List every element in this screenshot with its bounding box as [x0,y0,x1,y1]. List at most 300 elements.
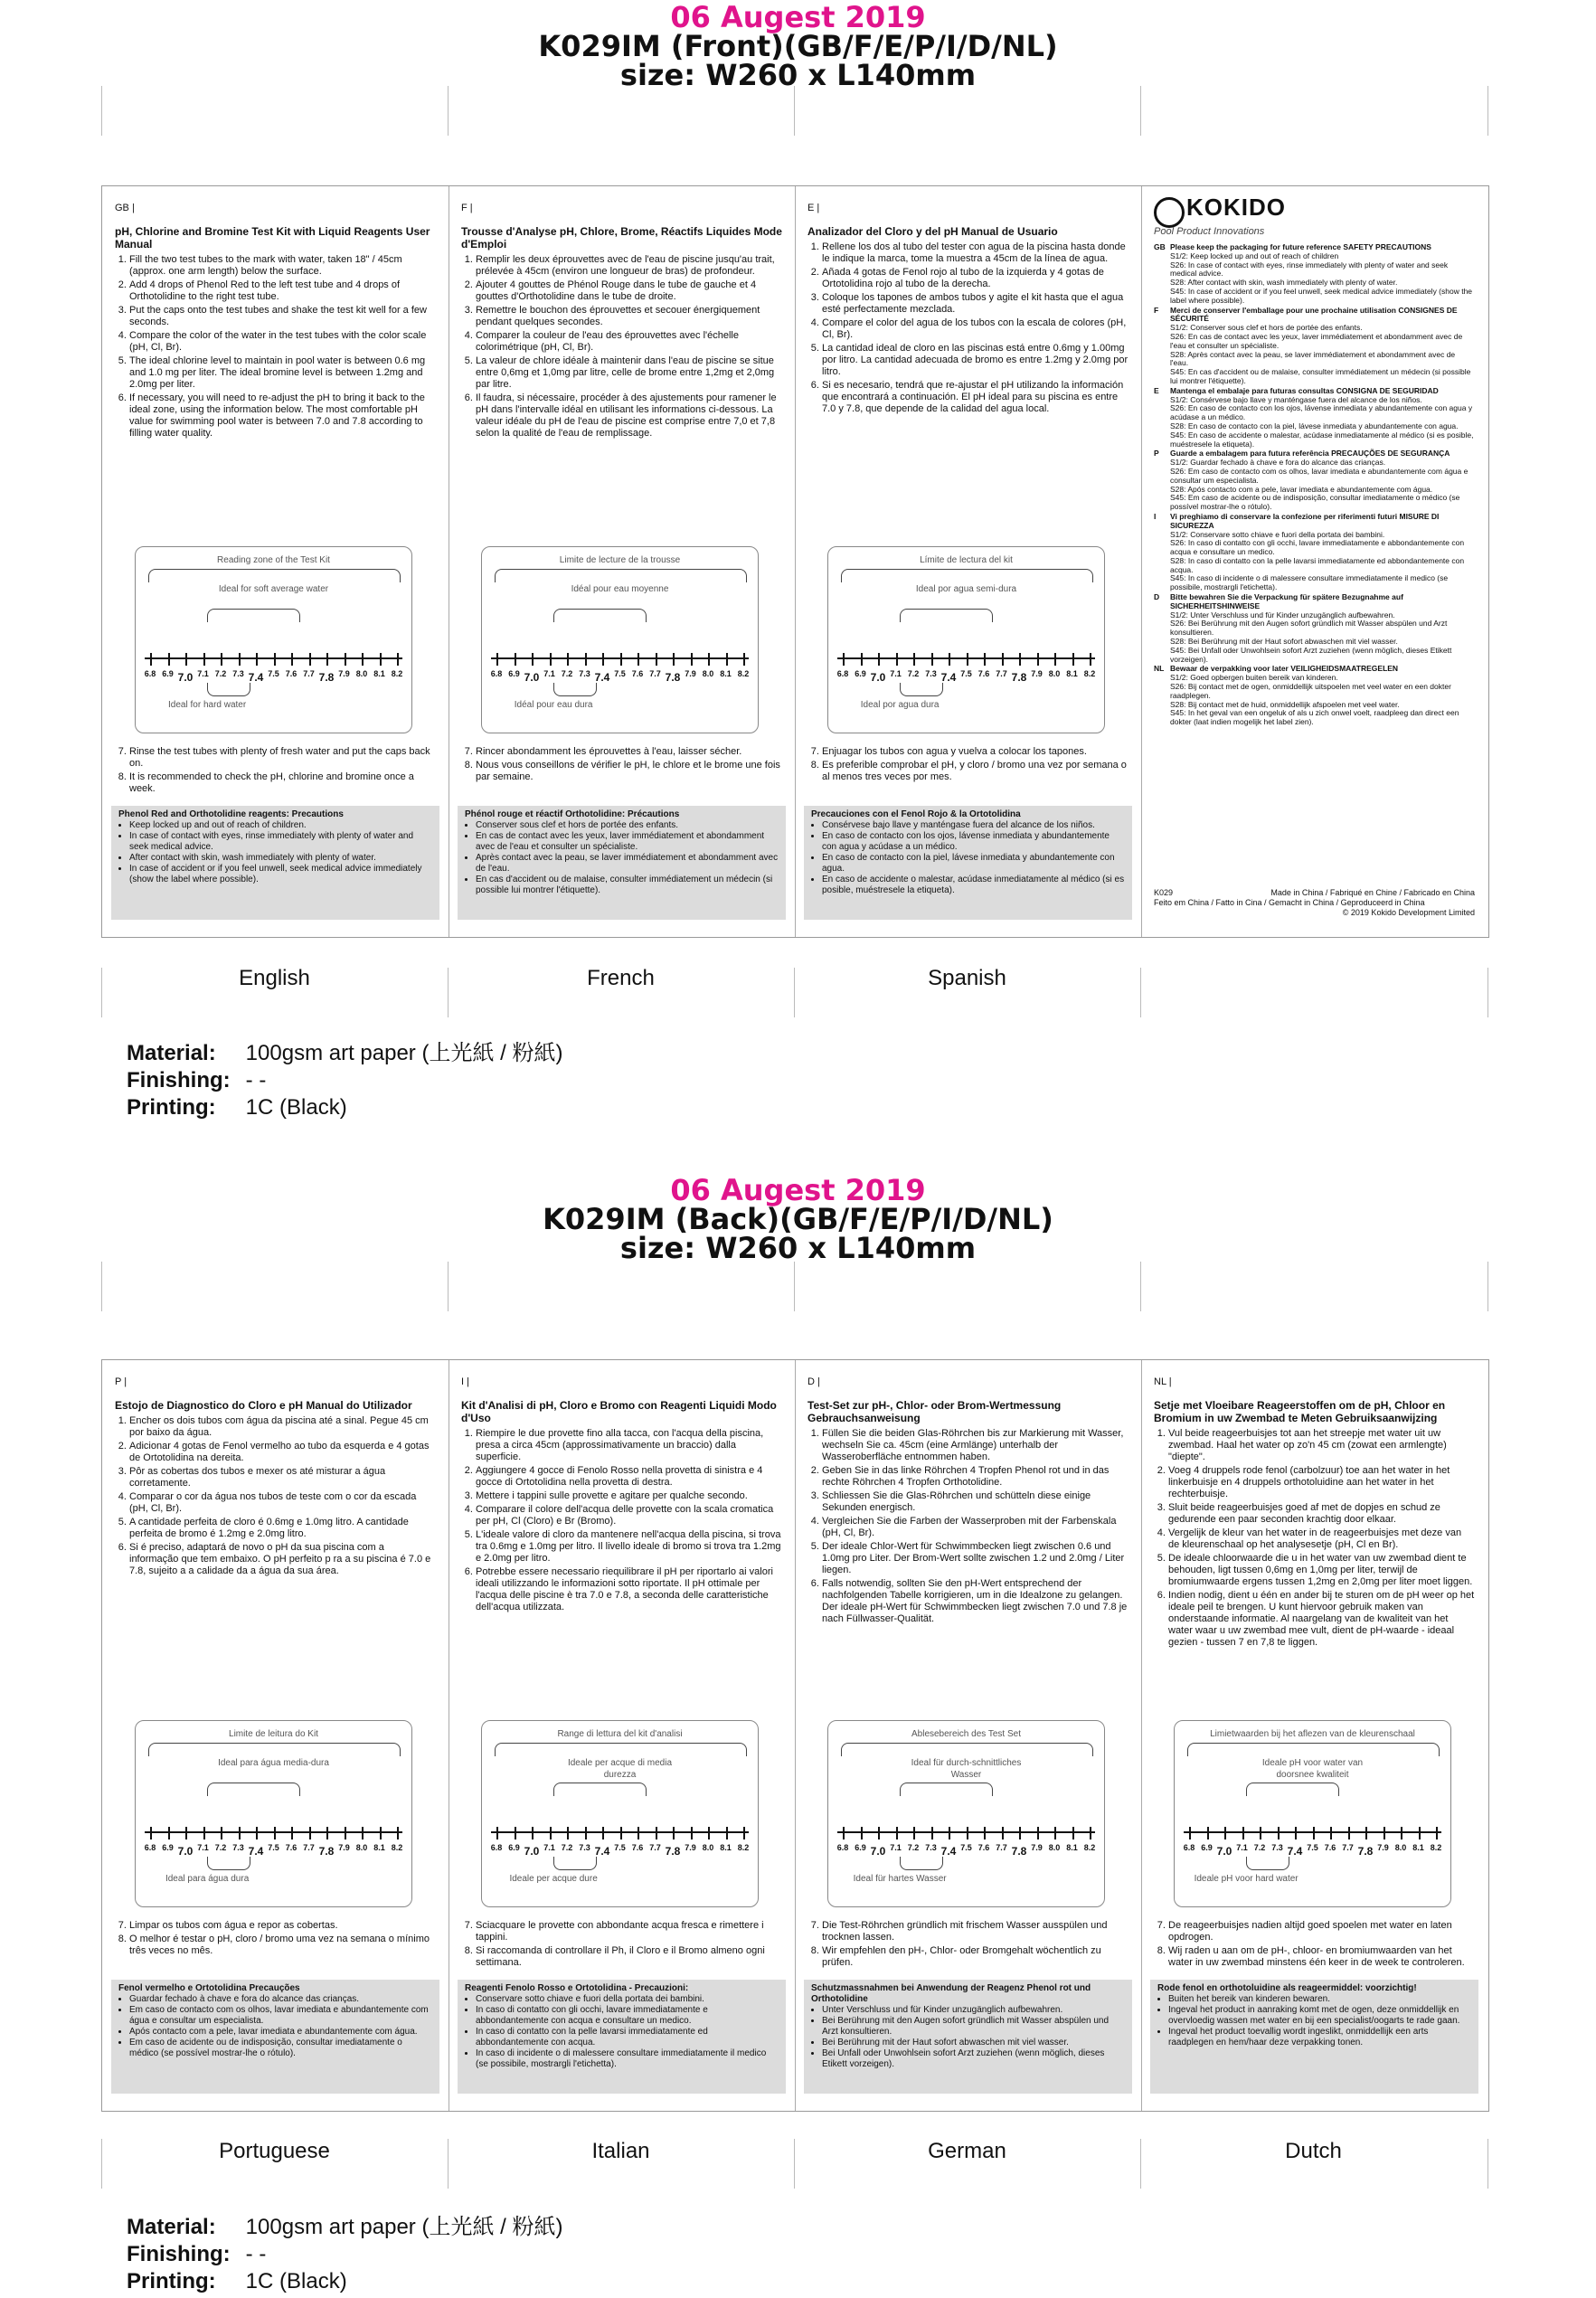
ph-scale-tick [1330,1827,1332,1839]
ideal-soft-water-brace [207,609,300,622]
language-label-0: Portuguese [219,2139,330,2163]
precautions-list [811,820,1125,896]
precautions-title: Reagenti Fenolo Rosso e Ortotolidina - Precauzioni: [465,1983,689,1993]
instruction-steps [461,1428,782,1613]
ph-scale-tick [345,1827,346,1839]
ph-scale-label: 6.9 [855,1843,866,1852]
ph-scale-label: 7.8 [665,671,681,684]
ph-scale-label: 7.4 [1287,1845,1303,1858]
ph-scale-label: 7.2 [561,669,573,678]
ph-scale-label: 6.8 [490,1843,503,1852]
instruction-step: 6. If necessary, you will need to re-adjust the pH to bring it back to the ideal zone, using the information below. The most comfortable pH value for swimming pool water is between 7.0 and 7.8 according to filling water quality. [129,392,436,440]
precaution-item: • Keep locked up and out of reach of children. [129,820,432,831]
safety-line: S1/2: Keep locked up and out of reach of children [1170,251,1339,260]
safety-section [1154,387,1475,449]
ph-scale-tick [380,1827,382,1839]
cut-mark [1140,1262,1141,1311]
ph-scale-tick [274,1827,276,1839]
language-code: NL | [1154,1376,1172,1387]
ph-scale-label: 7.4 [248,1845,264,1858]
safety-line: S26: In case of contact with eyes, rinse immediately with plenty of water and seek medical advice. [1170,260,1449,279]
ph-scale-label: 8.2 [391,669,403,678]
safety-line: S45: En caso de accidente o malestar, acúdase inmediatamente al médico (si es posible, muéstresele la etiqueta). [1170,430,1474,449]
instruction-step: 4. Comparer la couleur de l'eau des éprouvettes avec l'échelle colorimétrique (pH, Cl, Br). [476,330,782,354]
material-value: 100gsm art paper (上光紙 / 粉紙) [245,2215,563,2239]
precautions-list [118,820,432,885]
language-label-1: Italian [591,2139,650,2163]
safety-line: S26: Em caso de contacto com os olhos, lavar imediata e abundantemente com água e consultar um especialista. [1170,466,1469,485]
ph-scale-tick [637,653,639,666]
instruction-step: 3. Schliessen Sie die Glas-Röhrchen und schütteln diese einige Sekunden energisch. [822,1490,1129,1514]
ph-scale-label: 8.0 [355,1843,368,1852]
ph-scale-tick [620,653,622,666]
ideal-hard-water-brace [207,1857,250,1870]
instruction-step: 5. La cantidad ideal de cloro en las piscinas está entre 0.6mg y 1.00mg por litro. La cantidad adecuada de bromo es entre 1.2mg y 2.0mg por litro. [822,343,1129,378]
instruction-step: 3. Pôr as cobertas dos tubos e mexer os até misturar a água corretamente. [129,1466,436,1489]
instruction-step: 5. The ideal chlorine level to maintain in pool water is between 0.6 mg and 1.0 mg per liter. The ideal bromine level is between 1.2mg and 2.0mg per liter. [129,355,436,391]
safety-line: S28: Após contacto com a pele, lavar imediata e abundantemente com água. [1170,484,1433,494]
panel-body [807,1376,1129,1627]
instruction-steps [115,254,436,440]
panel-body [461,203,782,441]
ph-scale-tick [1224,1827,1226,1839]
ph-scale-label: 7.0 [1216,1845,1232,1858]
instruction-step: 1. Rellene los dos al tubo del tester con agua de la piscina hasta donde le indique la marca, tome la muestra a 45cm de la línea de agua. [822,241,1129,265]
ph-scale-tick [380,653,382,666]
precaution-item: • Ingeval het product toevallig wordt ingeslikt, onmiddellijk een arts raadplegen en hem/haar deze verpakking tonen. [1168,2027,1471,2048]
ph-scale-tick [185,653,187,666]
ph-scale-label: 7.5 [1307,1843,1318,1852]
precaution-item: • En cas de contact avec les yeux, laver immédiatement et abondamment avec de l'eau et consulter un spécialiste. [476,831,779,853]
panel-1 [461,1360,782,2111]
instruction-step: 7. Enjuagar los tubos con agua y vuelva a colocar los tapones. [822,746,1129,758]
ph-scale-tick [515,1827,516,1839]
ph-scale-label: 7.9 [1377,1843,1389,1852]
ph-scale-tick [1365,1827,1367,1839]
ph-scale-label: 7.3 [232,669,244,678]
ph-scale-label: 8.1 [1066,669,1078,678]
after-steps [1154,1920,1475,1971]
precaution-item: • In case of accident or if you feel unwell, seek medical advice immediately (show the label where possible). [129,864,432,885]
ph-scale-tick [620,1827,622,1839]
ph-scale-label: 7.9 [685,1843,696,1852]
language-label-2: Spanish [928,966,1006,990]
finishing-value: - - [245,2242,267,2266]
safety-heading: Guarde a embalagem para futura referência PRECAUÇÕES DE SEGURANÇA [1170,449,1450,459]
ph-scale-tick [567,1827,569,1839]
instruction-step: 6. Si é preciso, adaptará de novo o pH da sua piscina com a informação que tem embaixo. O pH perfeito p ra a su piscina é 7.0 e 7.8, sujeito a a calidade da a água da sua área. [129,1542,436,1577]
safety-lang-code: NL [1154,664,1165,674]
ph-scale-tick [345,653,346,666]
ph-scale-label: 7.0 [524,1845,540,1858]
back-date: 06 Augest 2019 [670,1173,926,1207]
safety-panel [1154,186,1475,937]
ph-scale-tick [984,653,986,666]
ph-scale-label: 7.5 [268,1843,279,1852]
safety-line: S28: Après contact avec la peau, se laver immédiatement et abondamment avec de l'eau. [1170,349,1456,368]
language-code: D | [807,1376,820,1387]
safety-heading: Vi preghiamo di conservare la confezione per riferimenti futuri MISURE DI SICUREZZA [1170,511,1440,530]
ph-scale-tick [931,1827,933,1839]
ph-scale-tick [203,653,205,666]
safety-line: S45: Em caso de acidente ou de indisposição, consultar imediatamente o médico (se possível mostrar-lhe o rótulo). [1170,493,1460,512]
instruction-step: 1. Fill the two test tubes to the mark with water, taken 18" / 45cm (approx. one arm length) below the surface. [129,254,436,278]
ph-scale-label: 8.1 [373,669,385,678]
precautions-list [118,1994,432,2059]
ideal-soft-water-label: Ideale per acque di media durezza [567,1758,673,1780]
cut-mark [794,86,795,136]
ph-scale-label: 7.0 [524,671,540,684]
precautions-title: Schutzmassnahmen bei Anwendung der Reagenz Phenol rot und Orthotolidine [811,1983,1091,2004]
printing-value: 1C (Black) [245,1095,347,1120]
precaution-item: • In caso di contatto con gli occhi, lavare immediatamente e abbondantemente con acqua e consultare un medico. [476,2005,779,2027]
instruction-step: 8. O melhor é testar o pH, cloro / bromo uma vez na semana o mínimo três veces no mês. [129,1934,436,1957]
precaution-item: • Conservare sotto chiave e fuori della portata dei bambini. [476,1994,779,2005]
ph-scale-tick [743,653,745,666]
ph-scale-label: 8.0 [1048,1843,1061,1852]
ph-scale-tick [532,1827,534,1839]
ph-scale-label: 7.0 [870,1845,886,1858]
panel-body [1154,1376,1475,1650]
language-code: E | [807,203,820,213]
precaution-item: • Bei Berührung mit den Augen sofort gründlich mit Wasser abspülen und Arzt konsultieren. [822,2016,1125,2038]
ph-scale-label: 6.8 [490,669,503,678]
ph-scale-axis [490,657,750,684]
ph-scale-tick [550,1827,552,1839]
ph-scale-label: 7.7 [996,669,1007,678]
ideal-soft-water-label: Ideal para água media-dura [218,1758,329,1768]
ph-scale-tick [691,653,693,666]
safety-lang-code: GB [1154,242,1166,251]
ph-reading-diagram [481,1720,759,1907]
safety-lang-code: D [1154,592,1160,602]
ph-scale-tick [397,653,399,666]
ph-scale-label: 6.8 [836,1843,849,1852]
ph-scale-label: 7.8 [318,671,335,684]
safety-line: S1/2: Consérvese bajo llave y manténgase fuera del alcance de los niños. [1170,394,1422,404]
ph-scale-tick [291,653,293,666]
safety-heading: Please keep the packaging for future reference SAFETY PRECAUTIONS [1170,242,1431,251]
reading-zone-label: Limite de leitura do Kit [229,1729,318,1739]
ph-scale-tick [743,1827,745,1839]
ph-scale-label: 7.2 [1253,1843,1266,1852]
ph-scale-tick [168,1827,170,1839]
ph-scale-tick [1295,1827,1297,1839]
instruction-step: 5. De ideale chloorwaarde die u in het water van uw zwembad dient te behouden, ligt tussen 0,6mg en 1,0mg per liter, terwijl de bromiumwaarde ergens tussen 1,2mg en 2,0mg per liter moet liggen. [1168,1553,1475,1588]
ph-scale-label: 7.2 [907,669,920,678]
ph-scale-label: 8.0 [702,1843,714,1852]
instruction-step: 5. Der ideale Chlor-Wert für Schwimmbecken liegt zwischen 0.6 und 1.0mg pro Liter. Der Brom-Wert sollte zwischen 1.2 und 2.0mg / Liter liegen. [822,1541,1129,1576]
ph-scale-tick [602,1827,604,1839]
ph-scale-tick [239,1827,241,1839]
ph-scale-tick [397,1827,399,1839]
ph-scale-label: 8.0 [702,669,714,678]
ideal-soft-water-brace [207,1783,300,1796]
precaution-item: • In caso di incidente o di malessere consultare immediatamente il medico (se possibile, mostrargli l'etichetta). [476,2048,779,2070]
ph-scale-tick [1019,653,1021,666]
panel-divider [795,186,796,937]
ph-scale-tick [843,1827,845,1839]
safety-line: S28: In caso di contatto con la pelle lavarsi immediatamente ed abbondantemente con acqua. [1170,555,1465,574]
ideal-soft-water-label: Idéal pour eau moyenne [571,584,669,594]
safety-lang-code: P [1154,449,1159,459]
cut-mark [1487,86,1488,136]
ph-scale-label: 7.4 [940,1845,957,1858]
reading-zone-brace [841,1743,1093,1756]
ph-scale-label: 7.4 [940,671,957,684]
ph-scale-tick [913,1827,915,1839]
ideal-hard-water-label: Idéal pour eau dura [514,700,593,710]
precaution-item: • Bei Unfall oder Unwohlsein sofort Arzt zuziehen (wenn möglich, dieses Etikett vorzeigen). [822,2048,1125,2070]
ideal-soft-water-label: Ideal for soft average water [218,584,329,594]
ph-scale-label: 6.8 [1183,1843,1195,1852]
safety-line: S26: Bei Berührung mit den Augen sofort gründlich mit Wasser abspülen und Arzt konsultieren. [1170,619,1448,638]
safety-lang-code: F [1154,305,1159,315]
precaution-item: • Em caso de acidente ou de indisposição, consultar imediatamente o médico (se possível mostrar-lhe o rótulo). [129,2038,432,2059]
instruction-step: 1. Remplir les deux éprouvettes avec de l'eau de piscine jusqu'au trait, prélevée à 45cm (environ une longueur de bras) de profondeur. [476,254,782,278]
ph-scale-axis [144,1831,403,1858]
panel-divider [1141,186,1142,937]
precaution-item: • Unter Verschluss und für Kinder unzugänglich aufbewahren. [822,2005,1125,2016]
cut-mark [1487,1262,1488,1311]
ph-scale-tick [1348,1827,1350,1839]
ph-scale-label: 7.6 [285,669,297,678]
precautions-box [1150,1980,1478,2094]
ph-scale-tick [1384,1827,1385,1839]
instruction-step: 2. Aggiungere 4 gocce di Fenolo Rosso nella provetta di sinistra e 4 gocce di Ortotolidina nella provetta di destra. [476,1465,782,1489]
safety-body [1170,513,1475,592]
ph-scale-label: 7.3 [232,1843,244,1852]
ph-scale-axis [836,657,1096,684]
panel-body [807,203,1129,417]
instruction-step: 5. L'ideale valore di cloro da mantenere nell'acqua della piscina, si trova tra 0.6mg e 1.0mg per litro. Il livello ideale di bromo si trova tra 1.2mg e 2.0mg per litro. [476,1529,782,1565]
ph-scale-label: 8.0 [1394,1843,1407,1852]
safety-line: S1/2: Unter Verschluss und für Kinder unzugänglich aufbewahren. [1170,610,1395,619]
instruction-step: 6. Si es necesario, tendrá que re-ajustar el pH utilizando la información que encontrará a continuación. El pH ideal para su piscina es entre 7.0 y 7.8, que depende de la calidad del agua local. [822,380,1129,415]
manual-title: Trousse d'Analyse pH, Chlore, Brome, Réactifs Liquides Mode d'Emploi [461,225,782,251]
ideal-soft-water-brace [1246,1783,1339,1796]
instruction-step: 4. Vergelijk de kleur van het water in de reageerbuisjes met deze van de kleurenschaal op het analysesetje (pH, Cl en Br). [1168,1527,1475,1551]
instruction-step: 7. Rincer abondamment les éprouvettes à l'eau, laisser sécher. [476,746,782,758]
back-spec [127,2214,562,2295]
precaution-item: • In case of contact with eyes, rinse immediately with plenty of water and seek medical advice. [129,831,432,853]
back-sheet [101,1359,1489,2112]
after-steps [807,1920,1129,1971]
ph-scale-tick [585,1827,587,1839]
safety-line: S28: Bij contact met de huid, onmiddellijk afspoelen met veel water. [1170,699,1400,709]
instruction-step: 3. Mettere i tappini sulle provette e agitare per qualche secondo. [476,1490,782,1502]
safety-section [1154,665,1475,727]
precaution-item: • After contact with skin, wash immediately with plenty of water. [129,853,432,864]
precaution-item: • Após contacto com a pele, lavar imediata e abundantemente com água. [129,2027,432,2038]
language-label-0: English [239,966,310,990]
ph-scale-label: 6.9 [508,669,520,678]
ph-scale-label: 7.9 [1031,1843,1043,1852]
precaution-item: • En caso de contacto con los ojos, lávense inmediata y abundantemente con agua y acúdase a un médico. [822,831,1125,853]
ph-scale-axis [836,1831,1096,1858]
ph-scale-label: 7.6 [631,669,644,678]
ph-scale-tick [362,653,364,666]
precautions-box [804,806,1132,920]
ph-reading-diagram [827,546,1105,733]
ph-scale-label: 8.1 [1412,1843,1424,1852]
ph-scale-label: 6.8 [144,669,156,678]
after-steps [115,1920,436,1959]
ph-scale-label: 7.5 [614,669,626,678]
safety-section [1154,243,1475,306]
ph-scale-tick [1419,1827,1421,1839]
ph-scale-label: 6.9 [1201,1843,1213,1852]
ph-scale-label: 7.1 [890,669,902,678]
ph-scale-label: 7.0 [177,671,194,684]
safety-line: S45: En cas d'accident ou de malaise, consulter immédiatement un médecin (si possible lui montrer l'étiquette). [1170,367,1471,385]
ph-scale-tick [949,1827,950,1839]
ph-scale-tick [1090,1827,1091,1839]
ph-reading-diagram [1174,1720,1451,1907]
reading-zone-label: Ablesebereich des Test Set [911,1729,1021,1739]
reading-zone-brace [148,569,401,582]
safety-section [1154,449,1475,512]
ph-scale-tick [309,653,311,666]
ph-scale-tick [861,1827,863,1839]
ph-scale-tick [691,1827,693,1839]
ideal-hard-water-label: Ideal für hartes Wasser [853,1874,947,1884]
instruction-step: 2. Geben Sie in das linke Röhrchen 4 Tropfen Phenol rot und in das rechte Röhrchen 4 Tropfen Orthotolidine. [822,1465,1129,1489]
ph-scale-label: 7.3 [925,669,937,678]
language-code: GB | [115,203,135,213]
ph-scale-label: 6.8 [144,1843,156,1852]
safety-lang-code: I [1154,511,1157,521]
ph-scale-label: 7.9 [1031,669,1043,678]
manual-title: Kit d'Analisi di pH, Cloro e Bromo con Reagenti Liquidi Modo d'Uso [461,1399,777,1424]
ph-scale-tick [726,653,728,666]
instruction-step: 8. Wij raden u aan om de pH-, chloor- en bromiumwaarden van het water in uw zwembad minstens één keer in de week te controleren. [1168,1945,1475,1969]
ph-scale-label: 6.9 [162,1843,174,1852]
instruction-steps [1154,1428,1475,1649]
ph-scale-tick [291,1827,293,1839]
ph-scale-label: 7.4 [594,671,610,684]
safety-line: S1/2: Conservare sotto chiave e fuori della portata dei bambini. [1170,529,1385,539]
ideal-soft-water-brace [900,1783,993,1796]
ph-scale-label: 7.9 [685,669,696,678]
ph-scale-tick [1260,1827,1261,1839]
ph-scale-label: 6.9 [162,669,174,678]
ideal-soft-water-label: Ideale pH voor water van doorsnee kwaliteit [1261,1758,1364,1780]
ph-scale-label: 7.8 [1011,1845,1027,1858]
finishing-value: - - [245,1068,267,1092]
ph-scale-label: 7.7 [303,1843,315,1852]
ph-scale-tick [326,653,328,666]
cut-mark [101,86,102,136]
ph-scale-label: 7.6 [285,1843,297,1852]
cut-mark [1487,968,1488,1017]
material-label: Material: [127,1041,216,1065]
precaution-item: • Après contact avec la peau, se laver immédiatement et abondamment avec de l'eau. [476,853,779,875]
precautions-box [458,806,786,920]
ph-scale-tick [1189,1827,1191,1839]
back-title: K029IM (Back)(GB/F/E/P/I/D/NL) [543,1202,1053,1236]
precautions-title: Rode fenol en orthotoluidine als reageermiddel: voorzichtig! [1157,1983,1417,1993]
ideal-soft-water-label: Ideal für durch-schnittliches Wasser [911,1758,1022,1780]
ph-scale-label: 8.1 [720,669,732,678]
instruction-steps [807,1428,1129,1625]
reading-zone-label: Limite de lecture de la trousse [559,555,681,565]
safety-heading: Merci de conserver l'emballage pour une prochaine utilisation CONSIGNES DE SÉCURITÉ [1170,305,1458,324]
made-in-footer [1154,888,1475,918]
ph-scale-label: 7.3 [925,1843,937,1852]
front-sheet [101,185,1489,938]
ph-scale-tick [362,1827,364,1839]
safety-line: S45: Bei Unfall oder Unwohlsein sofort Arzt zuziehen (wenn möglich, dieses Etikett vorzeigen). [1170,645,1452,664]
instruction-step: 6. Indien nodig, dient u één en ander bij te sturen om de pH weer op het ideale peil te brengen. U kunt hiervoor gebruik maken van onderstaande informatie. Al naargelang van de kwaliteit van het water waar u uw zwembad mee vult, dient de pH-waarde - ideaal gezien - tussen 7 en 7,8 te liggen. [1168,1590,1475,1649]
language-code: I | [461,1376,469,1387]
cut-mark [101,1262,102,1311]
ph-scale-label: 7.1 [1236,1843,1248,1852]
ideal-hard-water-brace [900,683,943,696]
safety-heading: Bewaar de verpakking voor later VEILIGHEIDSMAATREGELEN [1170,664,1399,674]
ph-scale-tick [1072,653,1074,666]
instruction-step: 4. Compare the color of the water in the test tubes with the color scale (pH, Cl, Br). [129,330,436,354]
ph-scale-label: 7.5 [614,1843,626,1852]
reading-zone-brace [148,1743,401,1756]
safety-section [1154,513,1475,592]
safety-line: S1/2: Goed opbergen buiten bereik van kinderen. [1170,673,1338,683]
ideal-hard-water-label: Ideale pH voor hard water [1194,1874,1299,1884]
ph-scale-label: 7.1 [890,1843,902,1852]
safety-line: S45: In caso di incidente o di malessere consultare immediatamente il medico (se possibile, mostrargli l'etichetta). [1170,573,1449,592]
ph-scale-tick [1037,653,1039,666]
safety-line: S28: Bei Berührung mit der Haut sofort abwaschen mit viel wasser. [1170,637,1398,647]
ph-scale-tick [496,653,498,666]
ph-scale-tick [532,653,534,666]
ph-scale-label: 7.7 [1342,1843,1354,1852]
ph-scale-label: 6.9 [508,1843,520,1852]
instruction-step: 3. Sluit beide reageerbuisjes goed af met de dopjes en schud ze gedurende een paar seconden krachtig door elkaar. [1168,1502,1475,1526]
reading-zone-label: Limietwaarden bij het aflezen van de kleurenschaal [1210,1729,1415,1739]
instruction-step: 7. Die Test-Röhrchen gründlich mit frischem Wasser ausspülen und trocknen lassen. [822,1920,1129,1943]
ph-scale-tick [515,653,516,666]
precaution-item: • En caso de contacto con la piel, lávese inmediata y abundantemente con agua. [822,853,1125,875]
instruction-step: 4. Comparar o cor da água nos tubos de teste com o cor da escada (pH, Cl, Br). [129,1491,436,1515]
ph-scale-label: 7.8 [1357,1845,1374,1858]
ph-scale-tick [1019,1827,1021,1839]
reading-zone-label: Reading zone of the Test Kit [217,555,330,565]
instruction-step: 4. Comparare il colore dell'acqua delle provette con la scala cromatica per pH, Cl (Cloro) e Br (Bromo). [476,1504,782,1527]
made-in-line1: Made in China / Fabriqué en Chine / Fabricado en China [1270,888,1475,897]
reading-zone-brace [495,569,747,582]
ph-scale-label: 7.6 [977,669,990,678]
after-steps [461,746,782,785]
safety-line: S28: En caso de contacto con la piel, lávese inmediata y abundantemente con agua. [1170,421,1459,430]
precaution-item: • Em caso de contacto com os olhos, lavar imediata e abundantemente com água e consultar um especialista. [129,2005,432,2027]
ph-scale-tick [878,1827,880,1839]
copyright: © 2019 Kokido Development Limited [1342,908,1475,917]
safety-sections [1154,243,1475,727]
safety-heading: Bitte bewahren Sie die Verpackung für spätere Bezugnahme auf SICHERHEITSHINWEISE [1170,592,1403,610]
ph-scale-tick [168,653,170,666]
ph-scale-label: 7.8 [1011,671,1027,684]
manual-title: Analizador del Cloro y del pH Manual de Usuario [807,225,1058,238]
ph-scale-label: 7.1 [197,1843,209,1852]
precautions-title: Phenol Red and Orthotolidine reagents: Precautions [118,809,344,819]
panel-divider [1141,1360,1142,2111]
ph-scale-label: 7.1 [197,669,209,678]
safety-line: S45: In case of accident or if you feel unwell, seek medical advice immediately (show the label where possible). [1170,286,1473,305]
panel-2 [807,186,1129,937]
safety-body [1170,593,1475,664]
instruction-step: 3. Coloque los tapones de ambos tubos y agite el kit hasta que el agua esté perfectamente mezclada. [822,292,1129,316]
ph-scale-label: 8.1 [1066,1843,1078,1852]
